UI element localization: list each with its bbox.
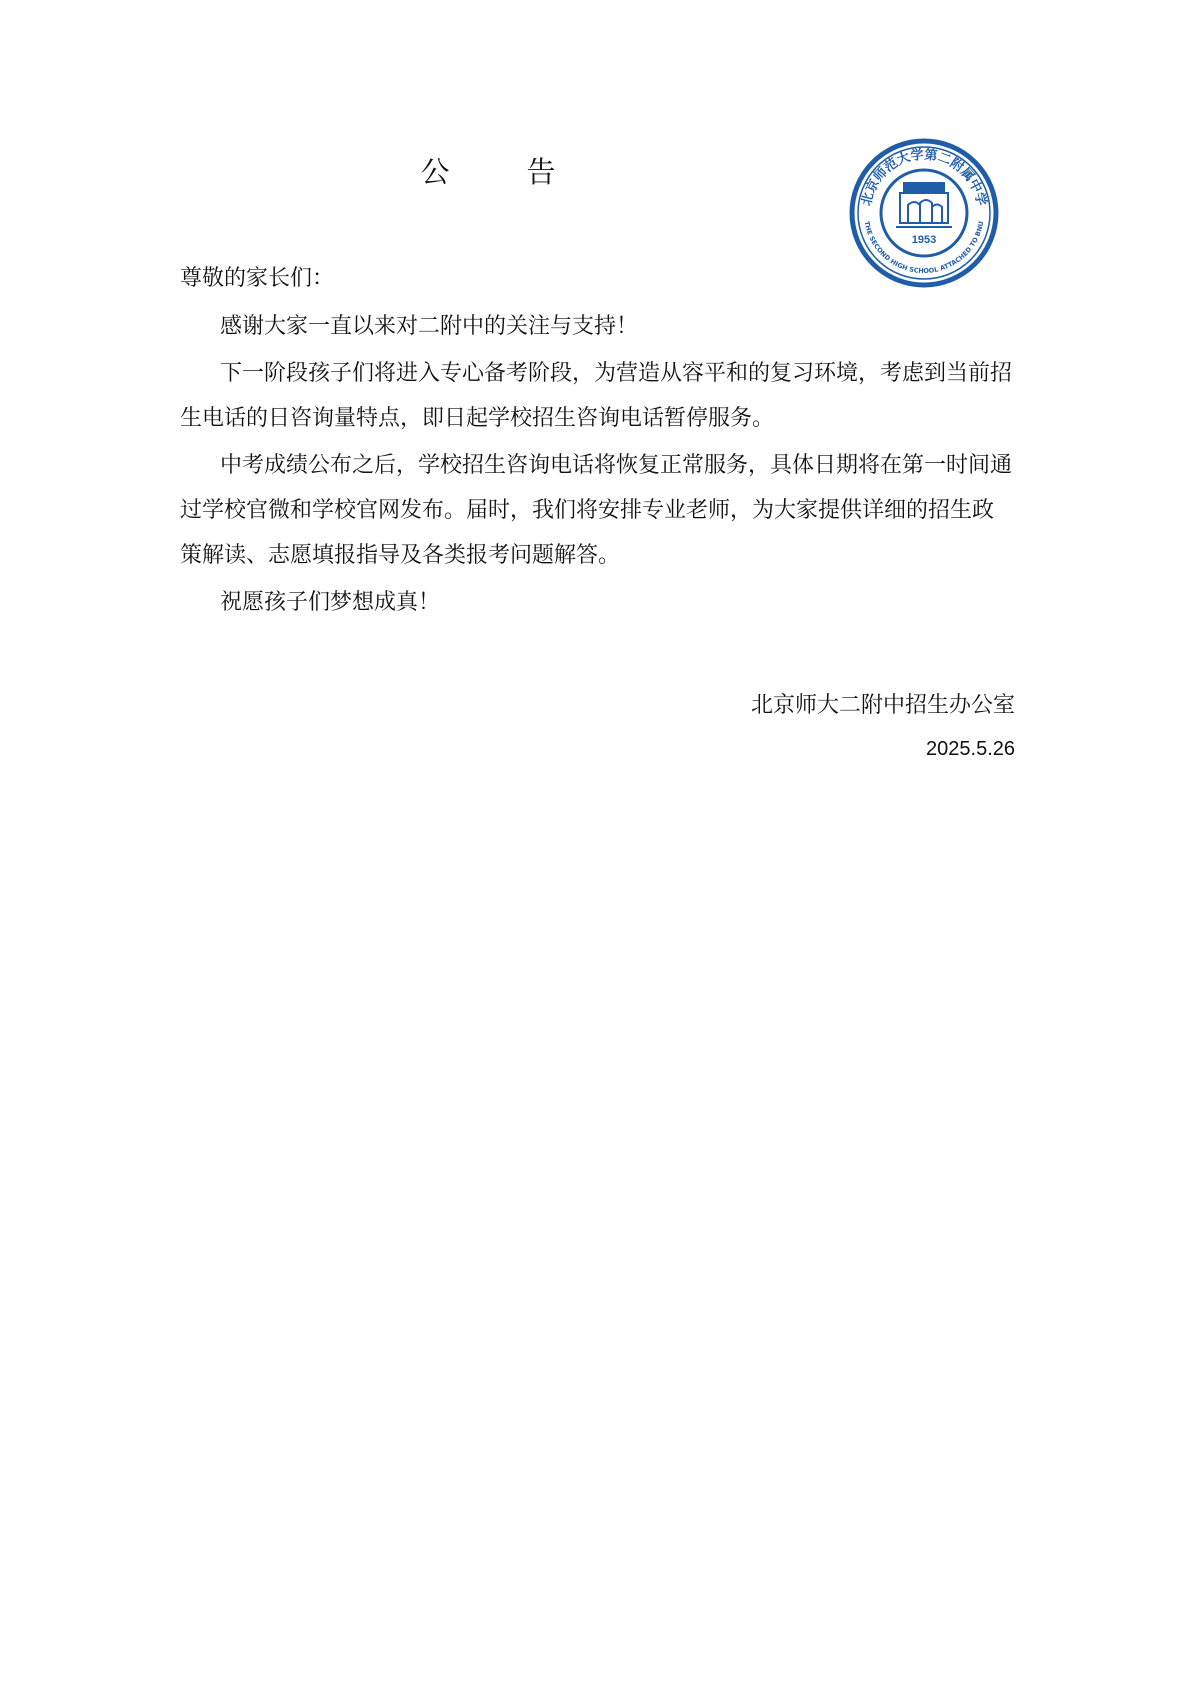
paragraph-thanks: 感谢大家一直以来对二附中的关注与支持！	[220, 314, 639, 339]
seal-building-icon	[896, 183, 952, 227]
notice-date: 2025.5.26	[926, 738, 1015, 760]
notice-title: 公 告	[420, 155, 580, 189]
signature: 北京师大二附中招生办公室	[750, 693, 1015, 718]
seal-year: 1953	[911, 234, 937, 246]
paragraph-resumption: 中考成绩公布之后，学校招生咨询电话将恢复正常服务，具体日期将在第一时间通过学校官微和学校官网发布。届时，我们将安排专业老师，为大家提供详细的招生政策解读、志愿填报指导及各类报考问题解答。	[180, 453, 1013, 568]
paragraph-suspension: 下一阶段孩子们将进入专心备考阶段，为营造从容平和的复习环境，考虑到当前招生电话的日咨询量特点，即日起学校招生咨询电话暂停服务。	[180, 361, 1013, 431]
notice-body	[180, 256, 1015, 627]
salutation: 尊敬的家长们：	[180, 266, 335, 291]
seal-en-name: THE SECOND HIGH SCHOOL ATTACHED TO BNU	[862, 220, 986, 276]
seal-cn-name: 北京师范大学第二附属中学	[859, 147, 989, 208]
paragraph-wishes: 祝愿孩子们梦想成真！	[220, 590, 441, 615]
